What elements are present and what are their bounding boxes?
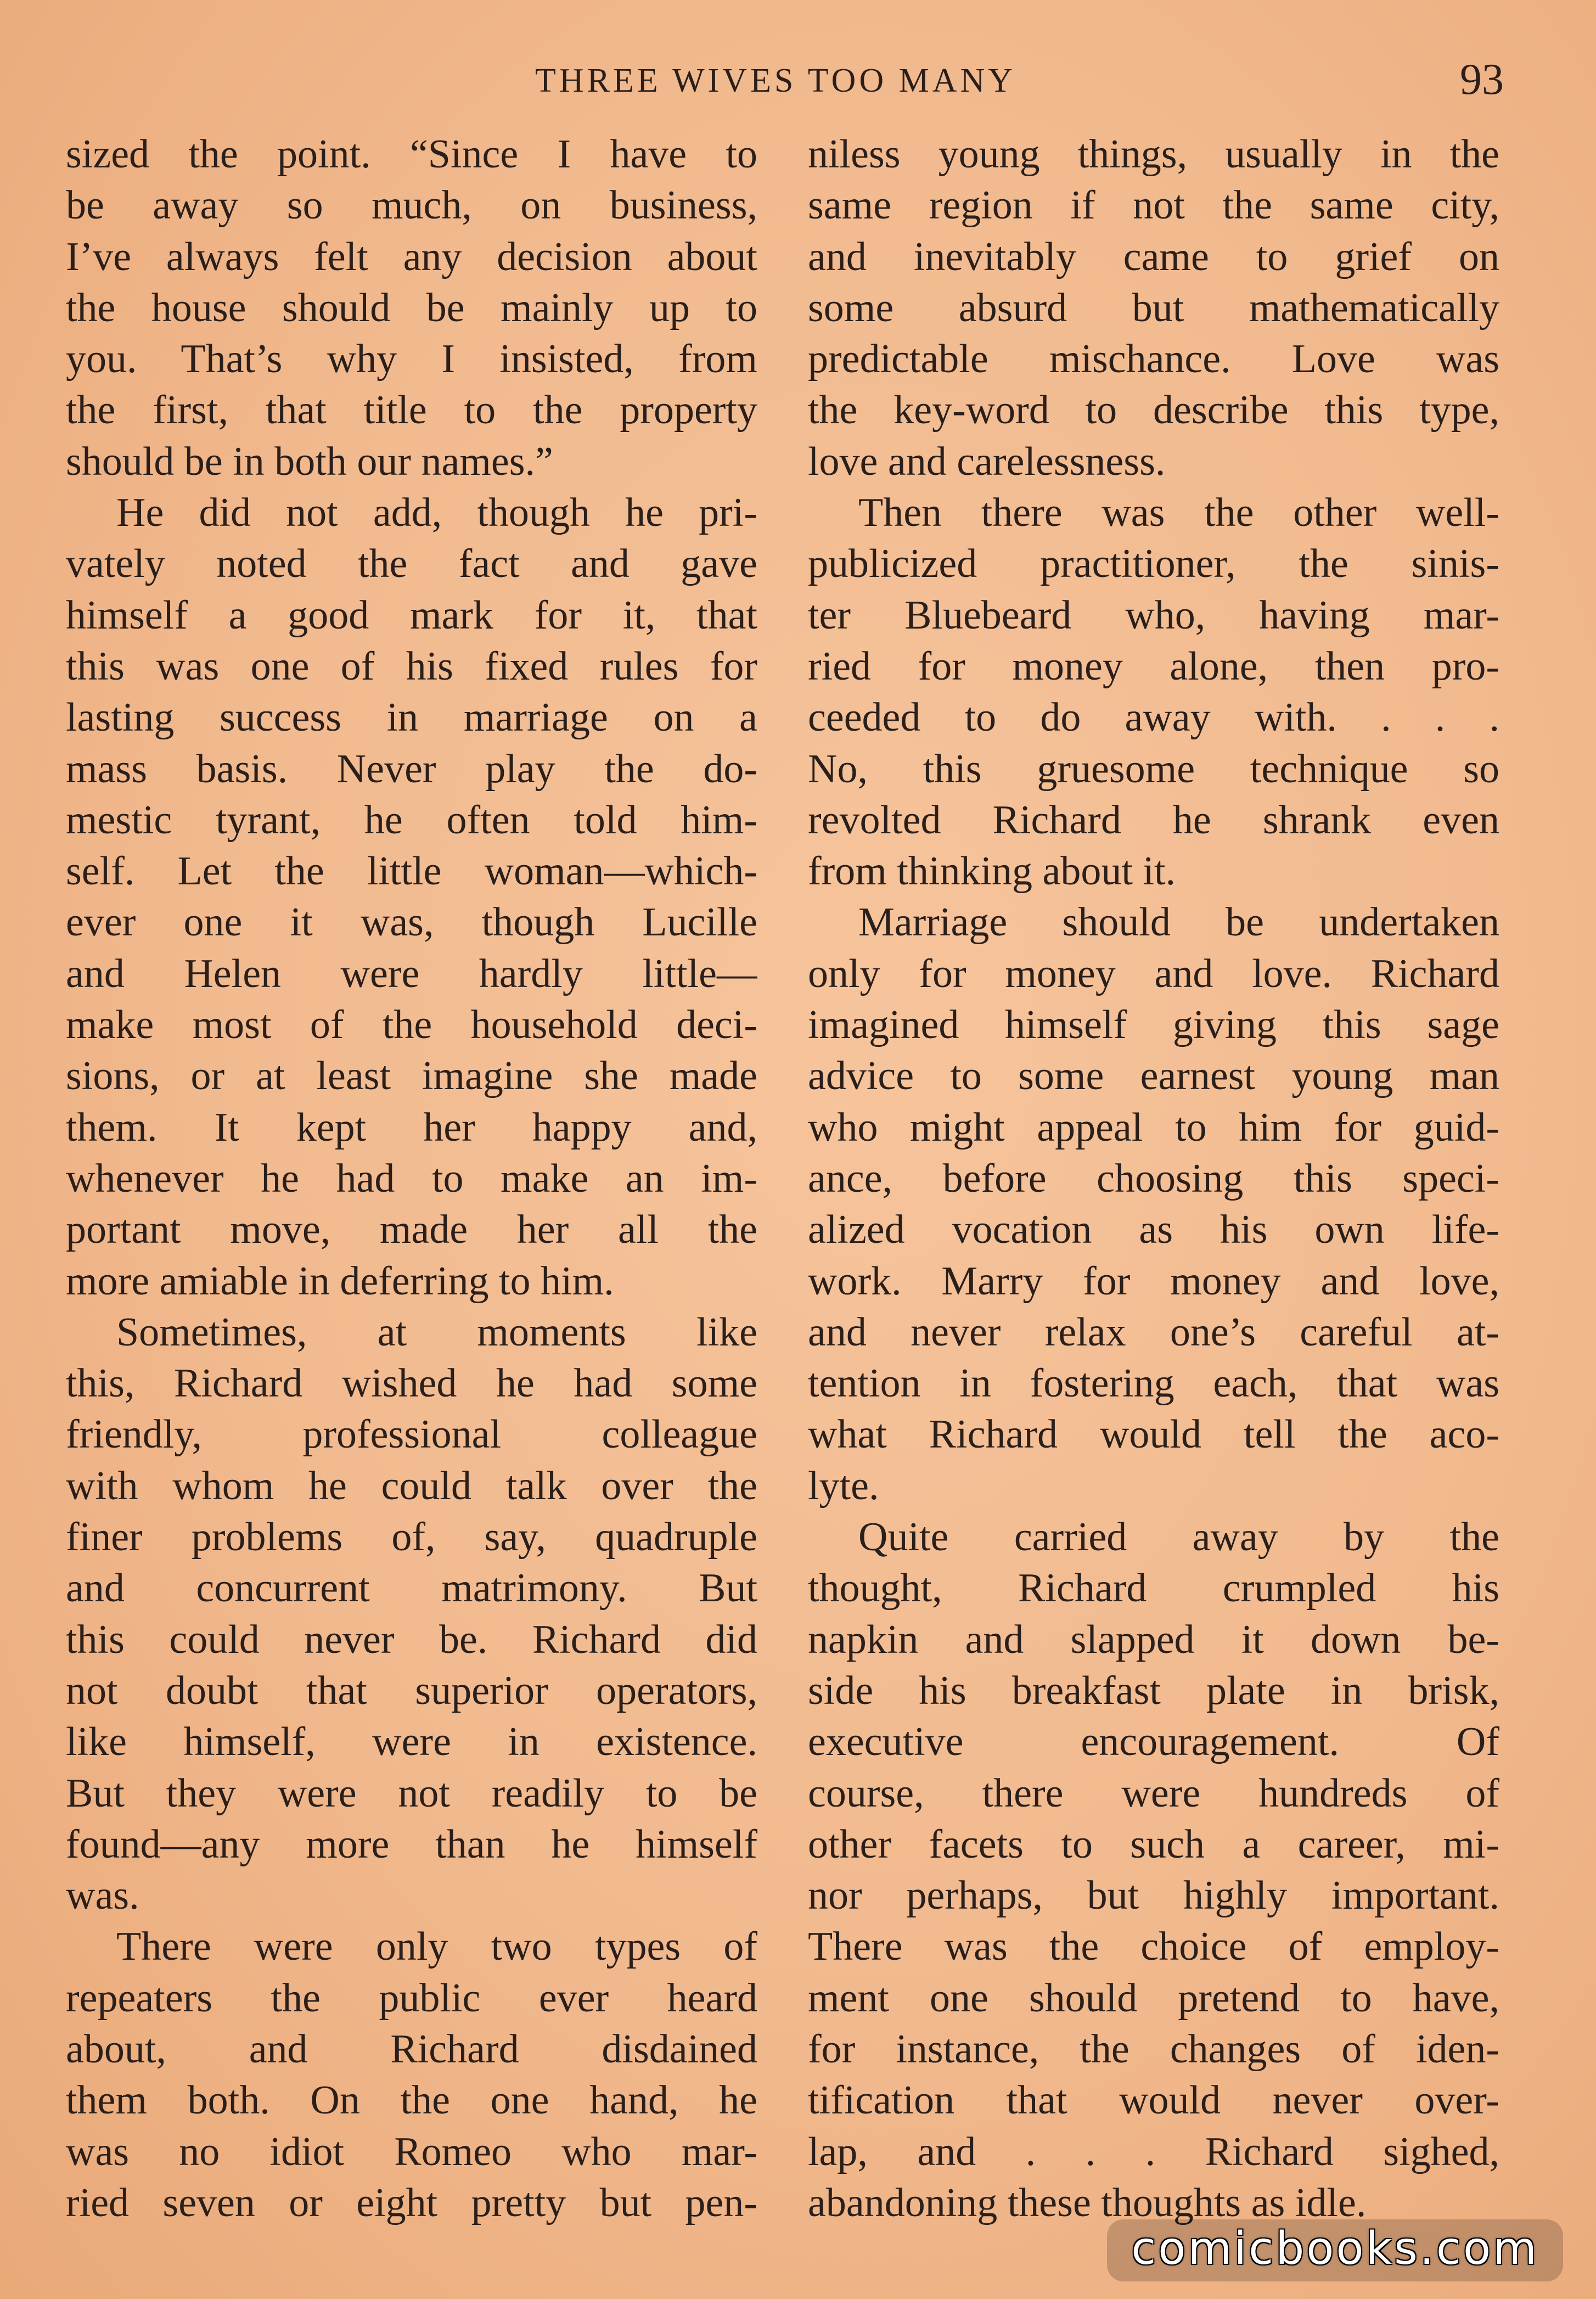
text-line: There was the choice of employ- — [808, 1924, 1499, 1970]
text-line: mass basis. Never play the do- — [66, 746, 757, 792]
text-line: from thinking about it. — [808, 849, 1176, 894]
text-line: whenever he had to make an im- — [66, 1156, 757, 1201]
text-line: course, there were hundreds of — [808, 1770, 1499, 1816]
text-line: Then there was the other well- — [858, 490, 1499, 536]
text-line: tention in fostering each, that was — [808, 1361, 1499, 1406]
text-line: There were only two types of — [116, 1924, 757, 1970]
text-line: ment one should pretend to have, — [808, 1975, 1499, 2021]
text-line: the house should be mainly up to — [66, 285, 757, 330]
text-line: them both. On the one hand, he — [66, 2078, 757, 2123]
text-line: make most of the household deci- — [66, 1002, 757, 1048]
text-line: some absurd but mathematically — [808, 285, 1499, 330]
text-line: and inevitably came to grief on — [808, 234, 1499, 279]
text-line: lasting success in marriage on a — [66, 695, 757, 741]
text-line: with whom he could talk over the — [66, 1463, 757, 1509]
text-line: who might appeal to him for guid- — [808, 1104, 1499, 1150]
text-line: abandoning these thoughts as idle. — [808, 2180, 1367, 2225]
text-line: other facets to such a career, mi- — [808, 1821, 1499, 1867]
text-line: He did not add, though he pri- — [116, 490, 757, 536]
text-line: vately noted the fact and gave — [66, 541, 757, 587]
text-line: you. That’s why I insisted, from — [66, 337, 757, 382]
text-line: publicized practitioner, the sinis- — [808, 541, 1499, 587]
running-head — [66, 55, 1504, 110]
text-line: portant move, made her all the — [66, 1207, 757, 1253]
text-line: was. — [66, 1873, 139, 1919]
text-line: alized vocation as his own life- — [808, 1207, 1499, 1253]
text-line: and concurrent matrimony. But — [66, 1566, 757, 1611]
text-line: this could never be. Richard did — [66, 1617, 757, 1662]
text-line: and Helen were hardly little— — [66, 951, 757, 996]
text-line: napkin and slapped it down be- — [808, 1617, 1499, 1662]
text-line: predictable mischance. Love was — [808, 337, 1499, 382]
text-line: this, Richard wished he had some — [66, 1361, 757, 1406]
text-line: ance, before choosing this speci- — [808, 1156, 1499, 1201]
text-line: sized the point. “Since I have to — [66, 132, 757, 177]
text-line: finer problems of, say, quadruple — [66, 1515, 757, 1560]
text-line: only for money and love. Richard — [808, 951, 1499, 996]
text-line: advice to some earnest young man — [808, 1053, 1499, 1099]
text-line: But they were not readily to be — [66, 1770, 757, 1816]
text-line: the first, that title to the property — [66, 388, 757, 433]
text-line: same region if not the same city, — [808, 183, 1499, 228]
text-line: and never relax one’s careful at- — [808, 1309, 1499, 1355]
right-column — [808, 129, 1499, 2229]
text-line: like himself, were in existence. — [66, 1719, 757, 1765]
text-line: side his breakfast plate in brisk, — [808, 1668, 1499, 1713]
text-line: Sometimes, at moments like — [116, 1309, 757, 1355]
text-line: ried seven or eight pretty but pen- — [66, 2180, 757, 2225]
text-line: executive encouragement. Of — [808, 1719, 1499, 1765]
text-line: self. Let the little woman—which- — [66, 849, 757, 894]
text-line: niless young things, usually in the — [808, 132, 1499, 177]
text-line: what Richard would tell the aco- — [808, 1412, 1499, 1457]
text-line: was no idiot Romeo who mar- — [66, 2129, 757, 2174]
text-line: revolted Richard he shrank even — [808, 797, 1499, 843]
text-line: more amiable in deferring to him. — [66, 1258, 614, 1304]
text-line: lyte. — [808, 1463, 879, 1509]
text-line: should be in both our names.” — [66, 439, 553, 484]
text-line: love and carelessness. — [808, 439, 1166, 484]
text-line: tification that would never over- — [808, 2078, 1499, 2123]
text-line: lap, and . . . Richard sighed, — [808, 2129, 1499, 2174]
text-line: ceeded to do away with. . . . — [808, 695, 1499, 741]
text-line: about, and Richard disdained — [66, 2026, 757, 2072]
text-line: himself a good mark for it, that — [66, 592, 757, 638]
text-line: nor perhaps, but highly important. — [808, 1873, 1499, 1919]
text-line: ried for money alone, then pro- — [808, 643, 1499, 689]
text-line: No, this gruesome technique so — [808, 746, 1499, 792]
running-title: THREE WIVES TOO MANY — [535, 62, 1016, 99]
text-line: Marriage should be undertaken — [858, 900, 1499, 945]
text-line: repeaters the public ever heard — [66, 1975, 757, 2021]
text-line: sions, or at least imagine she made — [66, 1053, 757, 1099]
text-line: mestic tyrant, he often told him- — [66, 797, 757, 843]
text-line: I’ve always felt any decision about — [66, 234, 757, 279]
text-line: Quite carried away by the — [858, 1515, 1499, 1560]
text-line: be away so much, on business, — [66, 183, 757, 228]
text-line: this was one of his fixed rules for — [66, 643, 757, 689]
text-line: found—any more than he himself — [66, 1821, 757, 1867]
text-line: not doubt that superior operators, — [66, 1668, 757, 1713]
left-column — [66, 129, 757, 2229]
text-line: ter Bluebeard who, having mar- — [808, 592, 1499, 638]
text-line: friendly, professional colleague — [66, 1412, 757, 1457]
text-line: work. Marry for money and love, — [808, 1258, 1499, 1304]
text-line: them. It kept her happy and, — [66, 1104, 757, 1150]
text-line: ever one it was, though Lucille — [66, 900, 757, 945]
text-line: imagined himself giving this sage — [808, 1002, 1499, 1048]
text-line: for instance, the changes of iden- — [808, 2026, 1499, 2072]
watermark: comicbooks.com — [1107, 2219, 1563, 2281]
page-number: 93 — [1460, 55, 1504, 104]
text-line: thought, Richard crumpled his — [808, 1566, 1499, 1611]
text-line: the key-word to describe this type, — [808, 388, 1499, 433]
